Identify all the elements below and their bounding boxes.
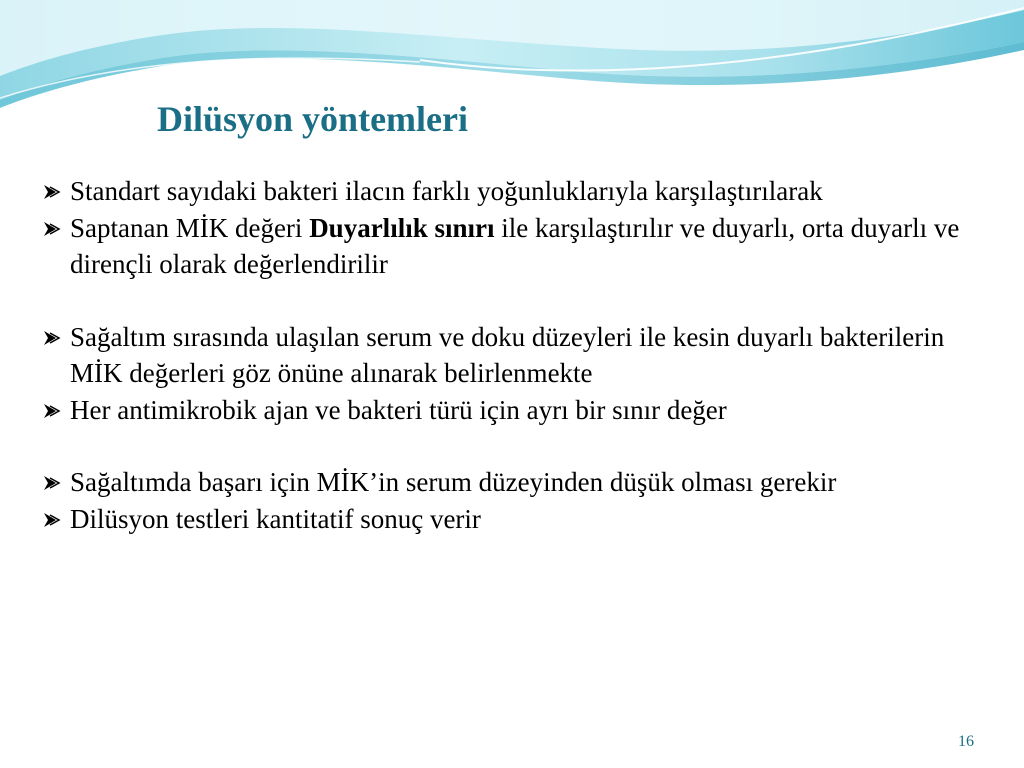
bullet-text: Her antimikrobik ajan ve bakteri türü için ayrı bir sınır değer bbox=[70, 394, 727, 425]
bullet-item bbox=[42, 173, 1002, 210]
bullet-text: Standart sayıdaki bakteri ilacın farklı yoğunluklarıyla karşılaştırılarak bbox=[70, 176, 823, 206]
bullet-item bbox=[42, 501, 1002, 538]
arrow-bullet-icon bbox=[42, 183, 64, 201]
arrow-bullet-icon bbox=[42, 511, 64, 529]
bullet-item bbox=[42, 464, 1002, 501]
bullet-bold-text: Duyarlılık sınırı bbox=[309, 212, 495, 243]
slide-title: Dilüsyon yöntemleri bbox=[157, 99, 468, 139]
arrow-bullet-icon bbox=[42, 329, 64, 347]
bullet-text: Sağaltım sırasında ulaşılan serum ve doku düzeyleri ile kesin duyarlı bakterilerin MİK değerleri göz önüne alınarak belirlenmekte bbox=[70, 321, 945, 388]
arrow-bullet-icon bbox=[42, 474, 64, 492]
bullet-item bbox=[42, 392, 1002, 429]
bullet-list bbox=[42, 173, 1002, 537]
bullet-item bbox=[42, 210, 1002, 283]
bullet-text-part: Saptanan MİK değeri bbox=[70, 212, 310, 243]
arrow-bullet-icon bbox=[42, 402, 64, 420]
bullet-text: Dilüsyon testleri kantitatif sonuç verir bbox=[70, 503, 481, 534]
bullet-item bbox=[42, 319, 1002, 392]
wave-header-decoration bbox=[0, 0, 1024, 120]
bullet-text-part: ile karşılaştırılır ve duyarlı, orta duyarlı ve dirençli olarak değerlendirilir bbox=[70, 212, 960, 279]
page-number: 16 bbox=[958, 733, 974, 750]
arrow-bullet-icon bbox=[42, 220, 64, 238]
bullet-text: Sağaltımda başarı için MİK’in serum düzeyinden düşük olması gerekir bbox=[70, 467, 837, 497]
